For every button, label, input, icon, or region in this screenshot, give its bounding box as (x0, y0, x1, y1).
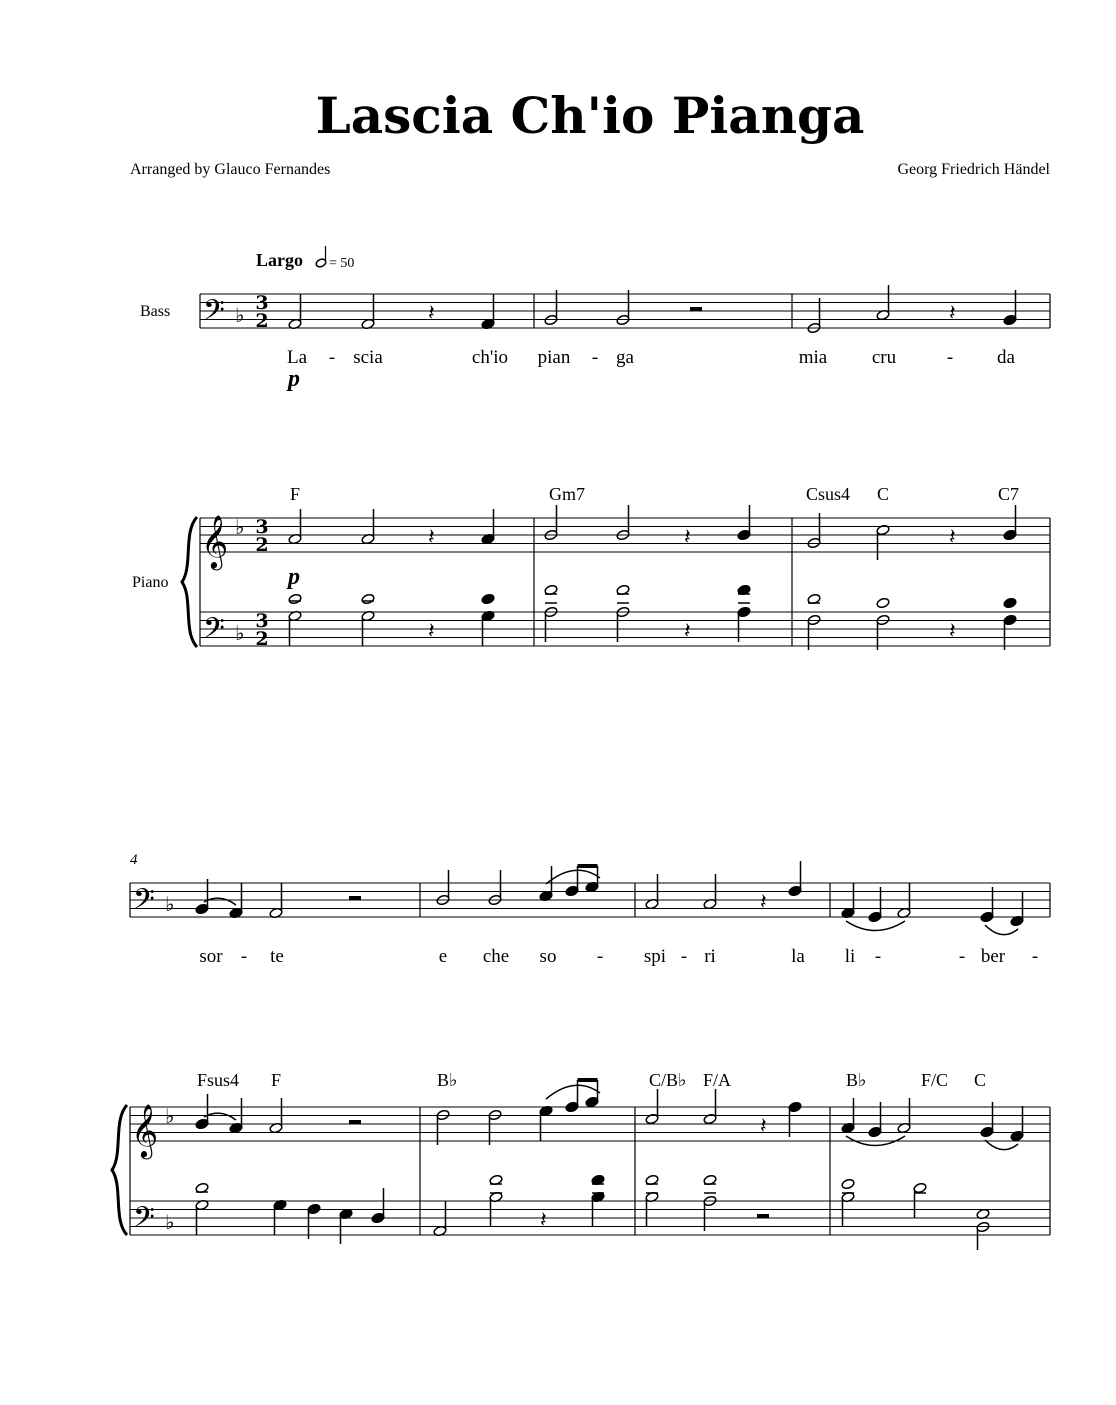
quarter-rest-icon: 𝄽 (428, 525, 435, 550)
page-title: Lascia Ch'io Pianga (315, 86, 865, 145)
composer-credit: Georg Friedrich Händel (897, 161, 1050, 178)
lyric-syllable: scia (353, 347, 383, 368)
flat-key-signature-icon: ♭ (235, 303, 245, 327)
lyric-hyphen: - (591, 347, 599, 368)
lyric-syllable: che (482, 946, 510, 967)
system-2 (112, 852, 1050, 1250)
chord-symbol: Csus4 (806, 484, 851, 504)
flat-key-signature-icon: ♭ (165, 892, 175, 916)
lyric-syllable: so (539, 946, 557, 967)
piano-treble-staff-2 (130, 1107, 1050, 1141)
time-signature-bottom: 2 (255, 628, 269, 650)
treble-clef-icon: 𝄞 (131, 1103, 159, 1157)
arranger-credit: Arranged by Glauco Fernandes (130, 161, 331, 178)
lyric-syllable: te (270, 946, 284, 967)
chord-symbol: C7 (998, 484, 1020, 504)
bass-clef-icon: 𝄢 (133, 883, 155, 923)
quarter-rest-icon: 𝄽 (428, 619, 435, 644)
chord-symbol: F/A (703, 1070, 732, 1090)
system-1 (182, 285, 1050, 652)
piano-treble-notes-2 (195, 1080, 1024, 1150)
lyric-hyphen: - (240, 946, 248, 967)
quarter-rest-icon: 𝄽 (949, 301, 956, 326)
tempo-value: = 50 (329, 256, 355, 271)
lyric-hyphen: - (328, 347, 336, 368)
piano-bass-staff-2 (130, 1201, 1050, 1235)
lyric-syllable: pian (537, 347, 571, 368)
quarter-rest-icon: 𝄽 (949, 619, 956, 644)
piano-brace-icon (182, 517, 197, 647)
measure-number: 4 (130, 852, 138, 868)
flat-key-signature-icon: ♭ (235, 515, 245, 539)
chord-symbol: B♭ (846, 1070, 867, 1090)
piano-barlines-2 (130, 1107, 1050, 1235)
bass-clef-icon: 𝄢 (203, 294, 225, 334)
lyric-syllable: spi (643, 946, 667, 967)
flat-key-signature-icon: ♭ (165, 1210, 175, 1234)
chord-symbol: F/C (921, 1070, 949, 1090)
time-signature-top: 3 (255, 610, 269, 632)
lyric-hyphen: - (596, 946, 604, 967)
voice-dynamic-marking: p (288, 366, 300, 392)
piano-barlines-1 (200, 518, 1050, 646)
lyric-syllable: mia (798, 347, 828, 368)
piano-bass-staff-1 (200, 612, 1050, 646)
quarter-rest-icon: 𝄽 (949, 525, 956, 550)
time-signature-top: 3 (255, 292, 269, 314)
lyric-syllable: ri (704, 946, 716, 967)
quarter-rest-icon: 𝄽 (760, 1114, 767, 1139)
piano-treble-staff-1 (200, 518, 1050, 552)
chord-symbol: Fsus4 (197, 1070, 240, 1090)
bass-clef-icon: 𝄢 (203, 612, 225, 652)
chord-symbols-1 (290, 484, 1019, 504)
lyrics-line-1 (287, 347, 1016, 368)
lyric-syllable: cru (871, 347, 897, 368)
quarter-rest-icon: 𝄽 (428, 301, 435, 326)
lyric-hyphen: - (1031, 946, 1039, 967)
chord-symbol: B♭ (437, 1070, 458, 1090)
lyric-syllable: ber (980, 946, 1006, 967)
lyrics-line-2 (199, 946, 1038, 967)
lyric-syllable: da (997, 347, 1015, 368)
piano-bass-notes-2 (195, 1174, 990, 1250)
flat-key-signature-icon: ♭ (165, 1104, 175, 1128)
chord-symbol: F (271, 1070, 282, 1090)
lyric-hyphen: - (680, 946, 688, 967)
lyric-hyphen: - (958, 946, 966, 967)
quarter-rest-icon: 𝄽 (684, 525, 691, 550)
lyric-hyphen: - (946, 347, 954, 368)
flat-key-signature-icon: ♭ (235, 621, 245, 645)
quarter-rest-icon: 𝄽 (540, 1208, 547, 1233)
lyric-syllable: ch'io (471, 347, 509, 368)
chord-symbol: C/B♭ (649, 1070, 687, 1090)
treble-clef-icon: 𝄞 (201, 514, 229, 568)
quarter-rest-icon: 𝄽 (760, 890, 767, 915)
half-rest-icon (757, 1214, 769, 1218)
bass-clef-icon: 𝄢 (133, 1201, 155, 1241)
lyric-syllable: li (844, 946, 856, 967)
chord-symbol: C (974, 1070, 987, 1090)
half-rest-icon (690, 307, 702, 311)
lyric-syllable: ga (616, 347, 634, 368)
voice-notes-1 (288, 285, 1017, 334)
lyric-syllable: sor (199, 946, 223, 967)
half-rest-icon (349, 896, 361, 900)
voice-notes-2 (195, 861, 1024, 935)
lyric-syllable: e (438, 946, 448, 967)
lyric-syllable: La (286, 347, 308, 368)
chord-symbol: F (290, 484, 301, 504)
chord-symbol: C (877, 484, 890, 504)
voice-instrument-name: Bass (140, 303, 171, 320)
piano-dynamic-marking: p (288, 564, 300, 590)
piano-bass-notes-1 (288, 584, 1017, 650)
time-signature-top: 3 (255, 516, 269, 538)
piano-brace-icon (112, 1105, 127, 1235)
quarter-rest-icon: 𝄽 (684, 619, 691, 644)
half-note-icon (315, 246, 327, 268)
time-signature-bottom: 2 (255, 534, 269, 556)
lyric-hyphen: - (874, 946, 882, 967)
lyric-syllable: la (791, 946, 805, 967)
tempo-marking: Largo (256, 250, 303, 270)
piano-instrument-name: Piano (132, 574, 169, 591)
half-rest-icon (349, 1120, 361, 1124)
chord-symbol: Gm7 (549, 484, 585, 504)
time-signature-bottom: 2 (255, 310, 269, 332)
